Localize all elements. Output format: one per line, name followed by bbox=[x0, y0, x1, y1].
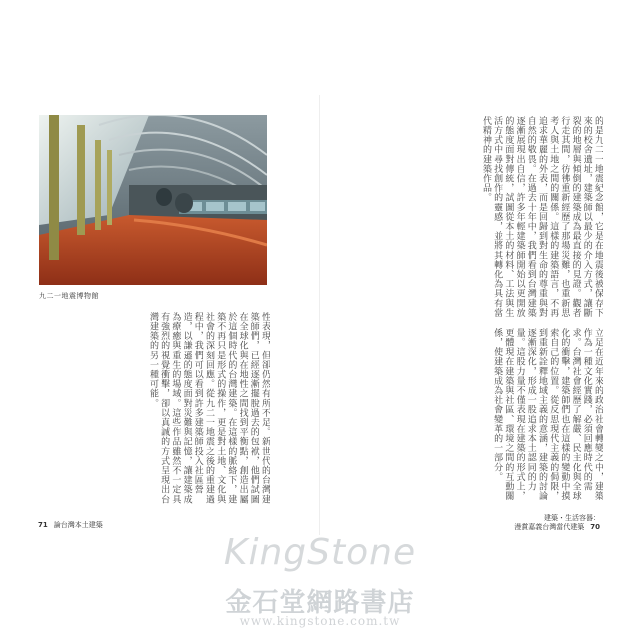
right-page-number: 70 bbox=[590, 523, 600, 531]
left-body-paragraph: 性表現，但卻仍然有所不足。新世代的台灣建築師們，已經逐漸擺脫過去的包袱，他們試圖在全球化與在地性之間找到平衡點，創造出屬於這個時代的台灣建築。在這樣的脈絡下，建築不再只是形式的操作，更是對土地、文化與社會的深刻回應。從九二一地震之後的重建過程中，我們可以看到許多建築師投入社區營造，以謙遜的態度面對災難與記憶，讓建築成為療癒與重生的場域。這些作品雖然不一定具有強烈的視覺衝擊，卻以真誠的方式呈現出台灣建築的另一種可能。 bbox=[147, 312, 270, 504]
right-body-paragraph-bottom: 立足在近年來的政治社會轉變之中，建築作為一種文化實踐，必須回應時代的需求。台灣社會經歷了解嚴、民主化與全球化的衝擊，建築師們也在這樣的變動中摸索自己的位置。從反思現代主義的侷限，到重新詮釋地域主義的意涵，建築的討論逐漸深化，形成一股追求本土認同的力量。這股力量不僅表現在建築的形式上，更體現在建築與社區、環境之間的互動關係，使建築成為社會變革的一部分。 bbox=[492, 328, 603, 501]
right-folio bbox=[514, 514, 600, 532]
kingstone-watermark-logo: KingStone bbox=[223, 532, 417, 573]
left-running-title: 論台灣本土建築 bbox=[53, 521, 103, 529]
right-page-body-text-top bbox=[360, 116, 603, 321]
left-folio bbox=[38, 520, 103, 530]
photo-caption: 九二一地震博物館 bbox=[39, 292, 99, 300]
right-running-title-line1: 建築・生活容器： bbox=[544, 514, 600, 522]
kingstone-watermark-chinese: 金石堂網路書店 bbox=[225, 588, 415, 618]
kingstone-watermark-url: www.kingstone.com.tw bbox=[239, 614, 401, 628]
right-running-title-line2: 漫賞嘉義台灣當代建築 bbox=[514, 523, 585, 531]
right-page-body-text-bottom bbox=[360, 328, 603, 508]
right-body-paragraph-top: 的是九二一地震紀念館，它是在地震後被保存下來的校舍遺址，建築師以最少的介入方式，讓斷裂的地層與傾倒的建築成為最直接的見證。觀者行走其間，彷彿重新經歷了那場災難，也重新思考人與土地之間的關係。這樣的建築語言，不再追求華麗的外表，而是回歸到對生命的尊重與對自然的敬畏。在過去十年中，我們看到台灣建築逐漸展現出自信，許多年輕建築師開始以更開放的態度面對傳統，試圖從本土的材料、工法與生活方式中尋找創作的靈感，並將其轉化為具有當代精神的建築作品。 bbox=[480, 116, 603, 318]
museum-photo bbox=[39, 115, 267, 285]
left-page-body-text bbox=[38, 312, 270, 508]
page-gutter bbox=[319, 95, 320, 535]
left-page-number: 71 bbox=[38, 521, 48, 529]
museum-interior-image bbox=[39, 115, 267, 285]
